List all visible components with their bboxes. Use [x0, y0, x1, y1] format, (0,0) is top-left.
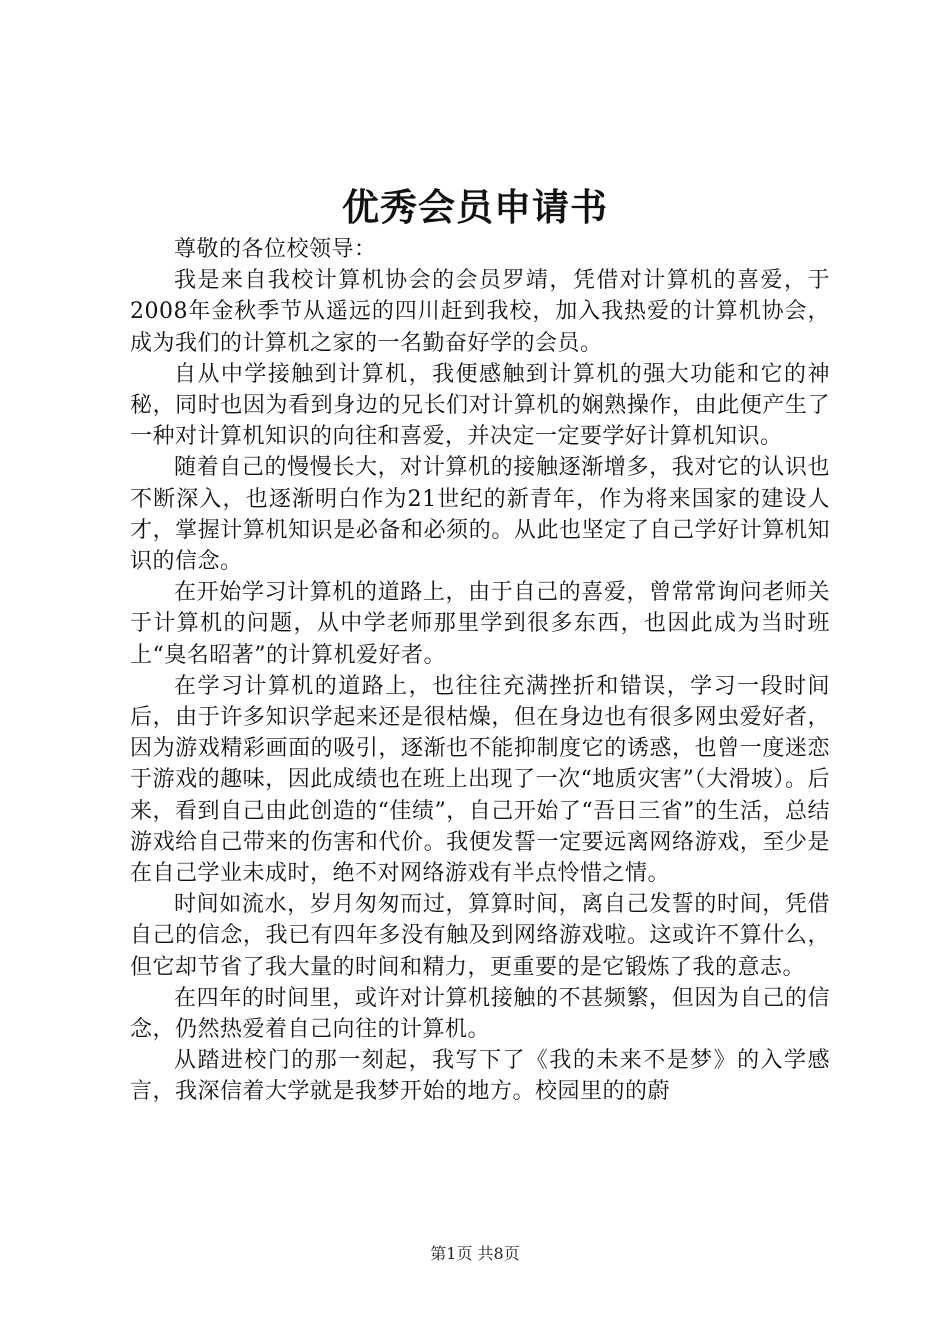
document-title: 优秀会员申请书 — [342, 185, 608, 229]
paragraph: 在开始学习计算机的道路上，由于自己的喜爱，曾常常询问老师关于计算机的问题，从中学老师那里学到很多东西，也因此成为当时班上“臭名昭著”的计算机爱好者。 — [130, 580, 830, 668]
paragraph: 自从中学接触到计算机，我便感触到计算机的强大功能和它的神秘，同时也因为看到身边的兄长们对计算机的娴熟操作，由此便产生了一种对计算机知识的向往和喜爱，并决定一定要学好计算机知识。 — [130, 361, 830, 450]
paragraph: 在学习计算机的道路上，也往往充满挫折和错误，学习一段时间后，由于许多知识学起来还是很枯燥，但在身边也有很多网虫爱好者，因为游戏精彩画面的吸引，逐渐也不能抑制度它的诱惑，也曾一度迷恋于游戏的趣味，因此成绩也在班上出现了一次“地质灾害”（大滑坡）。后来，看到自己由此创造的“佳绩”，自己开始了“吾日三省”的生活，总结游戏给自己带来的伤害和代价。我便发誓一定要远离网络游戏，至少是在自己学业未成时，绝不对网络游戏有半点怜惜之情。 — [130, 673, 830, 887]
page-number-footer: 第1页 共8页 — [430, 1244, 520, 1263]
paragraph: 时间如流水，岁月匆匆而过，算算时间，离自己发誓的时间，凭借自己的信念，我已有四年多没有触及到网络游戏啦。这或许不算什么，但它却节省了我大量的时间和精力，更重要的是它锻炼了我的意志。 — [130, 892, 830, 980]
document-body — [130, 234, 830, 1108]
paragraph: 在四年的时间里，或许对计算机接触的不甚频繁，但因为自己的信念，仍然热爱着自己向往的计算机。 — [130, 985, 830, 1043]
paragraph: 随着自己的慢慢长大，对计算机的接触逐渐增多，我对它的认识也不断深入，也逐渐明白作为21世纪的新青年，作为将来国家的建设人才，掌握计算机知识是必备和必须的。从此也坚定了自己学好计算机知识的信念。 — [130, 455, 830, 575]
salutation: 尊敬的各位校领导： — [174, 237, 377, 262]
paragraph: 我是来自我校计算机协会的会员罗靖，凭借对计算机的喜爱，于2008年金秋季节从遥远的四川赶到我校，加入我热爱的计算机协会，成为我们的计算机之家的一名勤奋好学的会员。 — [130, 268, 830, 356]
paragraph: 从踏进校门的那一刻起，我写下了《我的未来不是梦》的入学感言，我深信着大学就是我梦开始的地方。校园里的的蔚 — [130, 1048, 830, 1105]
